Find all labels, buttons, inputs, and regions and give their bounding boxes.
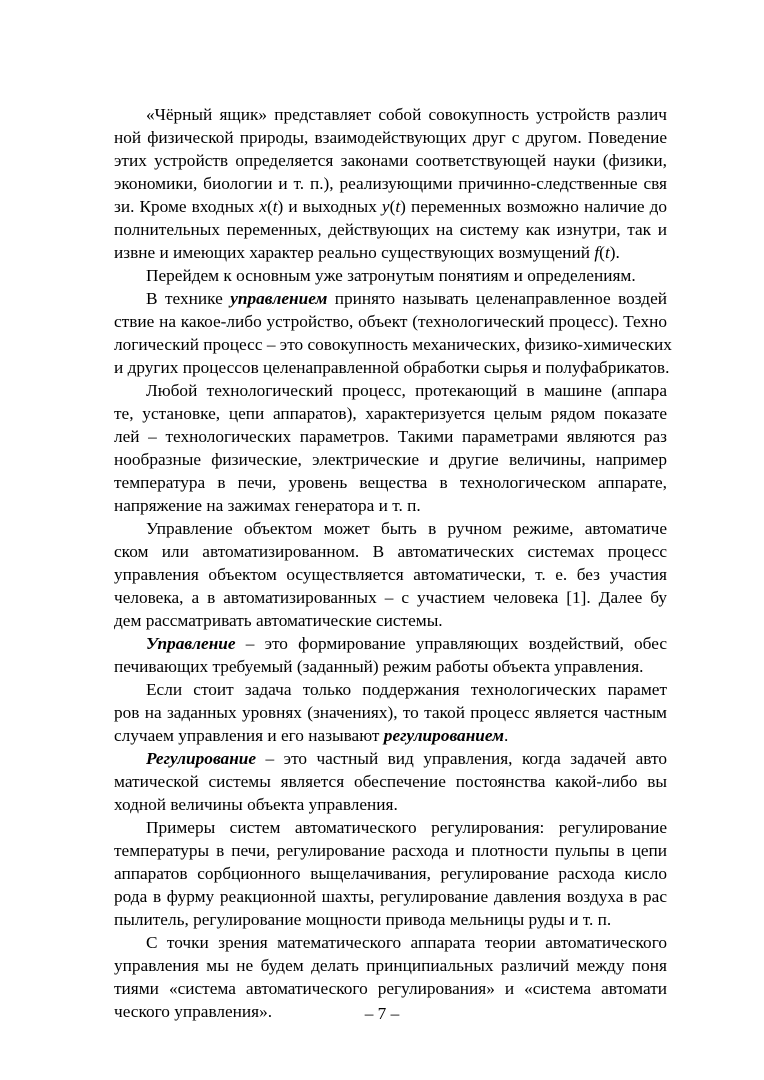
text-run: ). <box>609 243 620 262</box>
text-run: – это частный вид управления, когда задачей авто <box>256 749 667 768</box>
text-line <box>114 494 667 517</box>
text-line <box>146 103 667 126</box>
text-run: – это формирование управляющих воздействий, обес <box>235 634 667 653</box>
emphasized-term: Регулирование <box>146 749 257 768</box>
text-run: управления мы не будем делать принципиальных различий между поня <box>114 956 667 975</box>
text-line <box>114 333 672 356</box>
text-line <box>114 126 667 149</box>
text-line <box>146 287 667 310</box>
text-run: ческого управления». <box>114 1002 273 1021</box>
text-line <box>114 977 667 1000</box>
text-run: Управление объектом может быть в ручном режиме, автоматиче <box>146 519 667 538</box>
text-run: В технике <box>146 289 231 308</box>
text-run: человека, а в автоматизированных – с участием человека [1]. Далее бу <box>114 588 667 607</box>
text-run: Любой технологический процесс, протекающий в машине (аппара <box>146 381 667 400</box>
text-run: нообразные физические, электрические и другие величины, например <box>114 450 667 469</box>
emphasized-term: Управление <box>146 634 236 653</box>
text-run: лей – технологических параметров. Такими параметрами являются раз <box>114 427 667 446</box>
text-line <box>114 793 667 816</box>
text-line <box>146 678 667 701</box>
text-line <box>114 356 670 379</box>
text-line <box>114 448 667 471</box>
text-line <box>146 747 667 770</box>
text-run: пылитель, регулирование мощности привода мельницы руды и т. п. <box>114 910 612 929</box>
text-run: рода в фурму реакционной шахты, регулирование давления воздуха в рас <box>114 887 667 906</box>
text-run: ( <box>599 243 605 262</box>
text-line <box>114 425 667 448</box>
text-run: этих устройств определяется законами соответствующей науки (физики, <box>114 151 667 170</box>
text-run: ( <box>266 197 273 216</box>
text-run: управления объектом осуществляется автоматически, т. е. без участия <box>114 565 667 584</box>
text-line <box>114 149 667 172</box>
math-variable: y <box>381 197 390 216</box>
text-run: матической системы является обеспечение постоянства какой-либо вы <box>114 772 667 791</box>
text-line <box>114 954 667 977</box>
text-line <box>114 195 667 218</box>
text-line <box>114 218 667 241</box>
text-run: «Чёрный ящик» представляет собой совокупность устройств различ <box>146 105 667 124</box>
text-line <box>146 632 667 655</box>
text-run: те, установке, цепи аппаратов), характеризуется целым рядом показате <box>114 404 667 423</box>
text-run: температура в печи, уровень вещества в технологическом аппарате, <box>114 473 667 492</box>
text-line <box>114 885 667 908</box>
text-line <box>114 471 667 494</box>
text-run: . <box>503 726 509 745</box>
text-run: ной физической природы, взаимодействующих друг с другом. Поведение <box>114 128 667 147</box>
text-line <box>114 724 667 747</box>
text-run: ) переменных возможно наличие до <box>400 197 668 216</box>
text-line <box>114 586 667 609</box>
text-line <box>114 701 667 724</box>
text-run: печивающих требуемый (заданный) режим работы объекта управления. <box>114 657 644 676</box>
text-line <box>114 241 667 264</box>
text-run: ( <box>389 197 396 216</box>
text-line <box>114 655 667 678</box>
text-run: ходной величины объекта управления. <box>114 795 398 814</box>
text-line <box>146 816 667 839</box>
math-variable: x <box>259 197 267 216</box>
text-run: случаем управления и его называют <box>114 726 384 745</box>
math-variable: t <box>604 243 610 262</box>
text-run: ров на заданных уровнях (значениях), то такой процесс является частным <box>114 703 667 722</box>
text-line <box>114 540 667 563</box>
text-run: ском или автоматизированном. В автоматических системах процесс <box>114 542 667 561</box>
text-line <box>114 770 667 793</box>
text-run: Если стоит задача только поддержания технологических парамет <box>146 680 667 699</box>
text-run: аппаратов сорбционного выщелачивания, регулирование расхода кисло <box>114 864 667 883</box>
text-line <box>146 931 667 954</box>
page-number: – 7 – <box>364 1004 400 1023</box>
text-line <box>146 264 667 287</box>
math-variable: t <box>272 197 278 216</box>
text-line <box>114 310 667 333</box>
text-run: температуры в печи, регулирование расхода и плотности пульпы в цепи <box>114 841 667 860</box>
text-line <box>114 862 667 885</box>
text-run: полнительных переменных, действующих на систему как изнутри, так и <box>114 220 667 239</box>
math-variable: f <box>594 243 600 262</box>
text-line <box>146 517 667 540</box>
text-line <box>114 839 667 862</box>
text-run: логический процесс – это совокупность механических, физико-химических <box>114 335 672 354</box>
text-run: Примеры систем автоматического регулирования: регулирование <box>146 818 667 837</box>
text-run: зи. Кроме входных <box>114 197 260 216</box>
text-run: ствие на какое-либо устройство, объект (технологический процесс). Техно <box>114 312 667 331</box>
text-run: тиями «система автоматического регулирования» и «система автомати <box>114 979 667 998</box>
math-variable: t <box>395 197 401 216</box>
emphasized-term: управлением <box>230 289 328 308</box>
text-run: ) и выходных <box>277 197 382 216</box>
text-run: С точки зрения математического аппарата теории автоматического <box>146 933 667 952</box>
text-run: экономики, биологии и т. п.), реализующими причинно-следственные свя <box>114 174 667 193</box>
text-line <box>114 908 667 931</box>
text-line <box>114 172 667 195</box>
text-run: принято называть целенаправленное воздей <box>327 289 668 308</box>
text-run: Перейдем к основным уже затронутым понятиям и определениям. <box>146 266 636 285</box>
text-line <box>114 402 667 425</box>
text-run: напряжение на зажимах генератора и т. п. <box>114 496 421 515</box>
emphasized-term: регулированием <box>383 726 504 745</box>
text-run: извне и имеющих характер реально существующих возмущений <box>114 243 595 262</box>
text-run: дем рассматривать автоматические системы. <box>114 611 443 630</box>
text-line <box>114 563 667 586</box>
text-line <box>114 609 667 632</box>
text-run: и других процессов целенаправленной обработки сырья и полуфабрикатов. <box>114 358 670 377</box>
text-line <box>146 379 667 402</box>
